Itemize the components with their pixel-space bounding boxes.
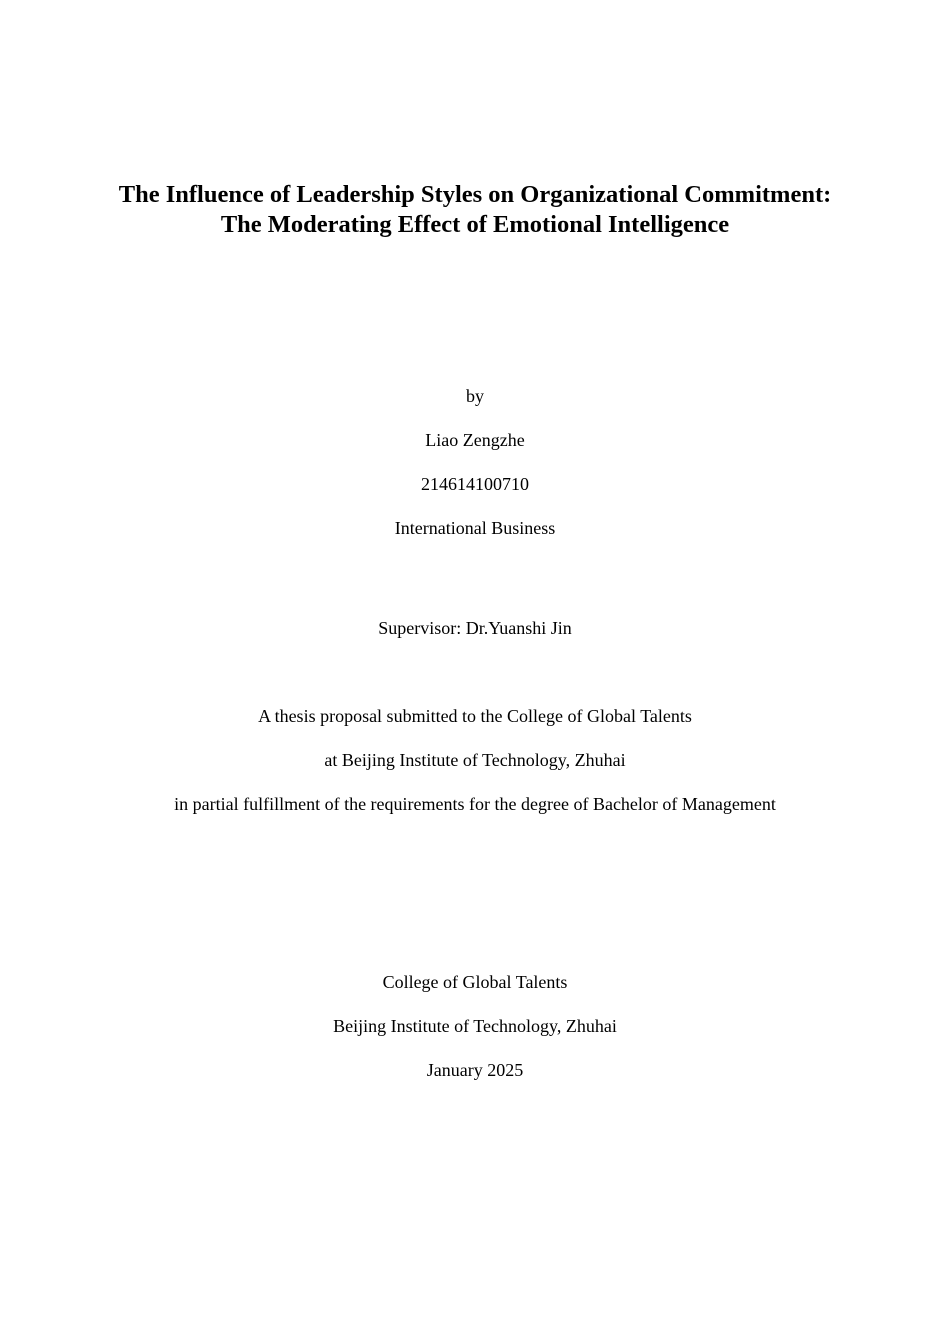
major: International Business [394, 518, 556, 538]
title-line-1: The Influence of Leadership Styles on Organizational Commitment: [118, 181, 832, 208]
submission-line-1: A thesis proposal submitted to the College of Global Talents [258, 706, 692, 726]
thesis-title [0, 180, 950, 240]
submission-line-2: at Beijing Institute of Technology, Zhuhai [324, 750, 626, 770]
footer-institute: Beijing Institute of Technology, Zhuhai [333, 1016, 617, 1036]
supervisor: Supervisor: Dr.Yuanshi Jin [378, 618, 572, 638]
footer-college: College of Global Talents [382, 972, 568, 992]
author-name: Liao Zengzhe [425, 430, 525, 450]
footer-date: January 2025 [426, 1060, 524, 1080]
title-line-2: The Moderating Effect of Emotional Intelligence [220, 211, 730, 238]
by-label: by [466, 386, 484, 406]
student-id: 214614100710 [421, 474, 529, 494]
submission-line-3: in partial fulfillment of the requirements for the degree of Bachelor of Management [174, 794, 776, 814]
